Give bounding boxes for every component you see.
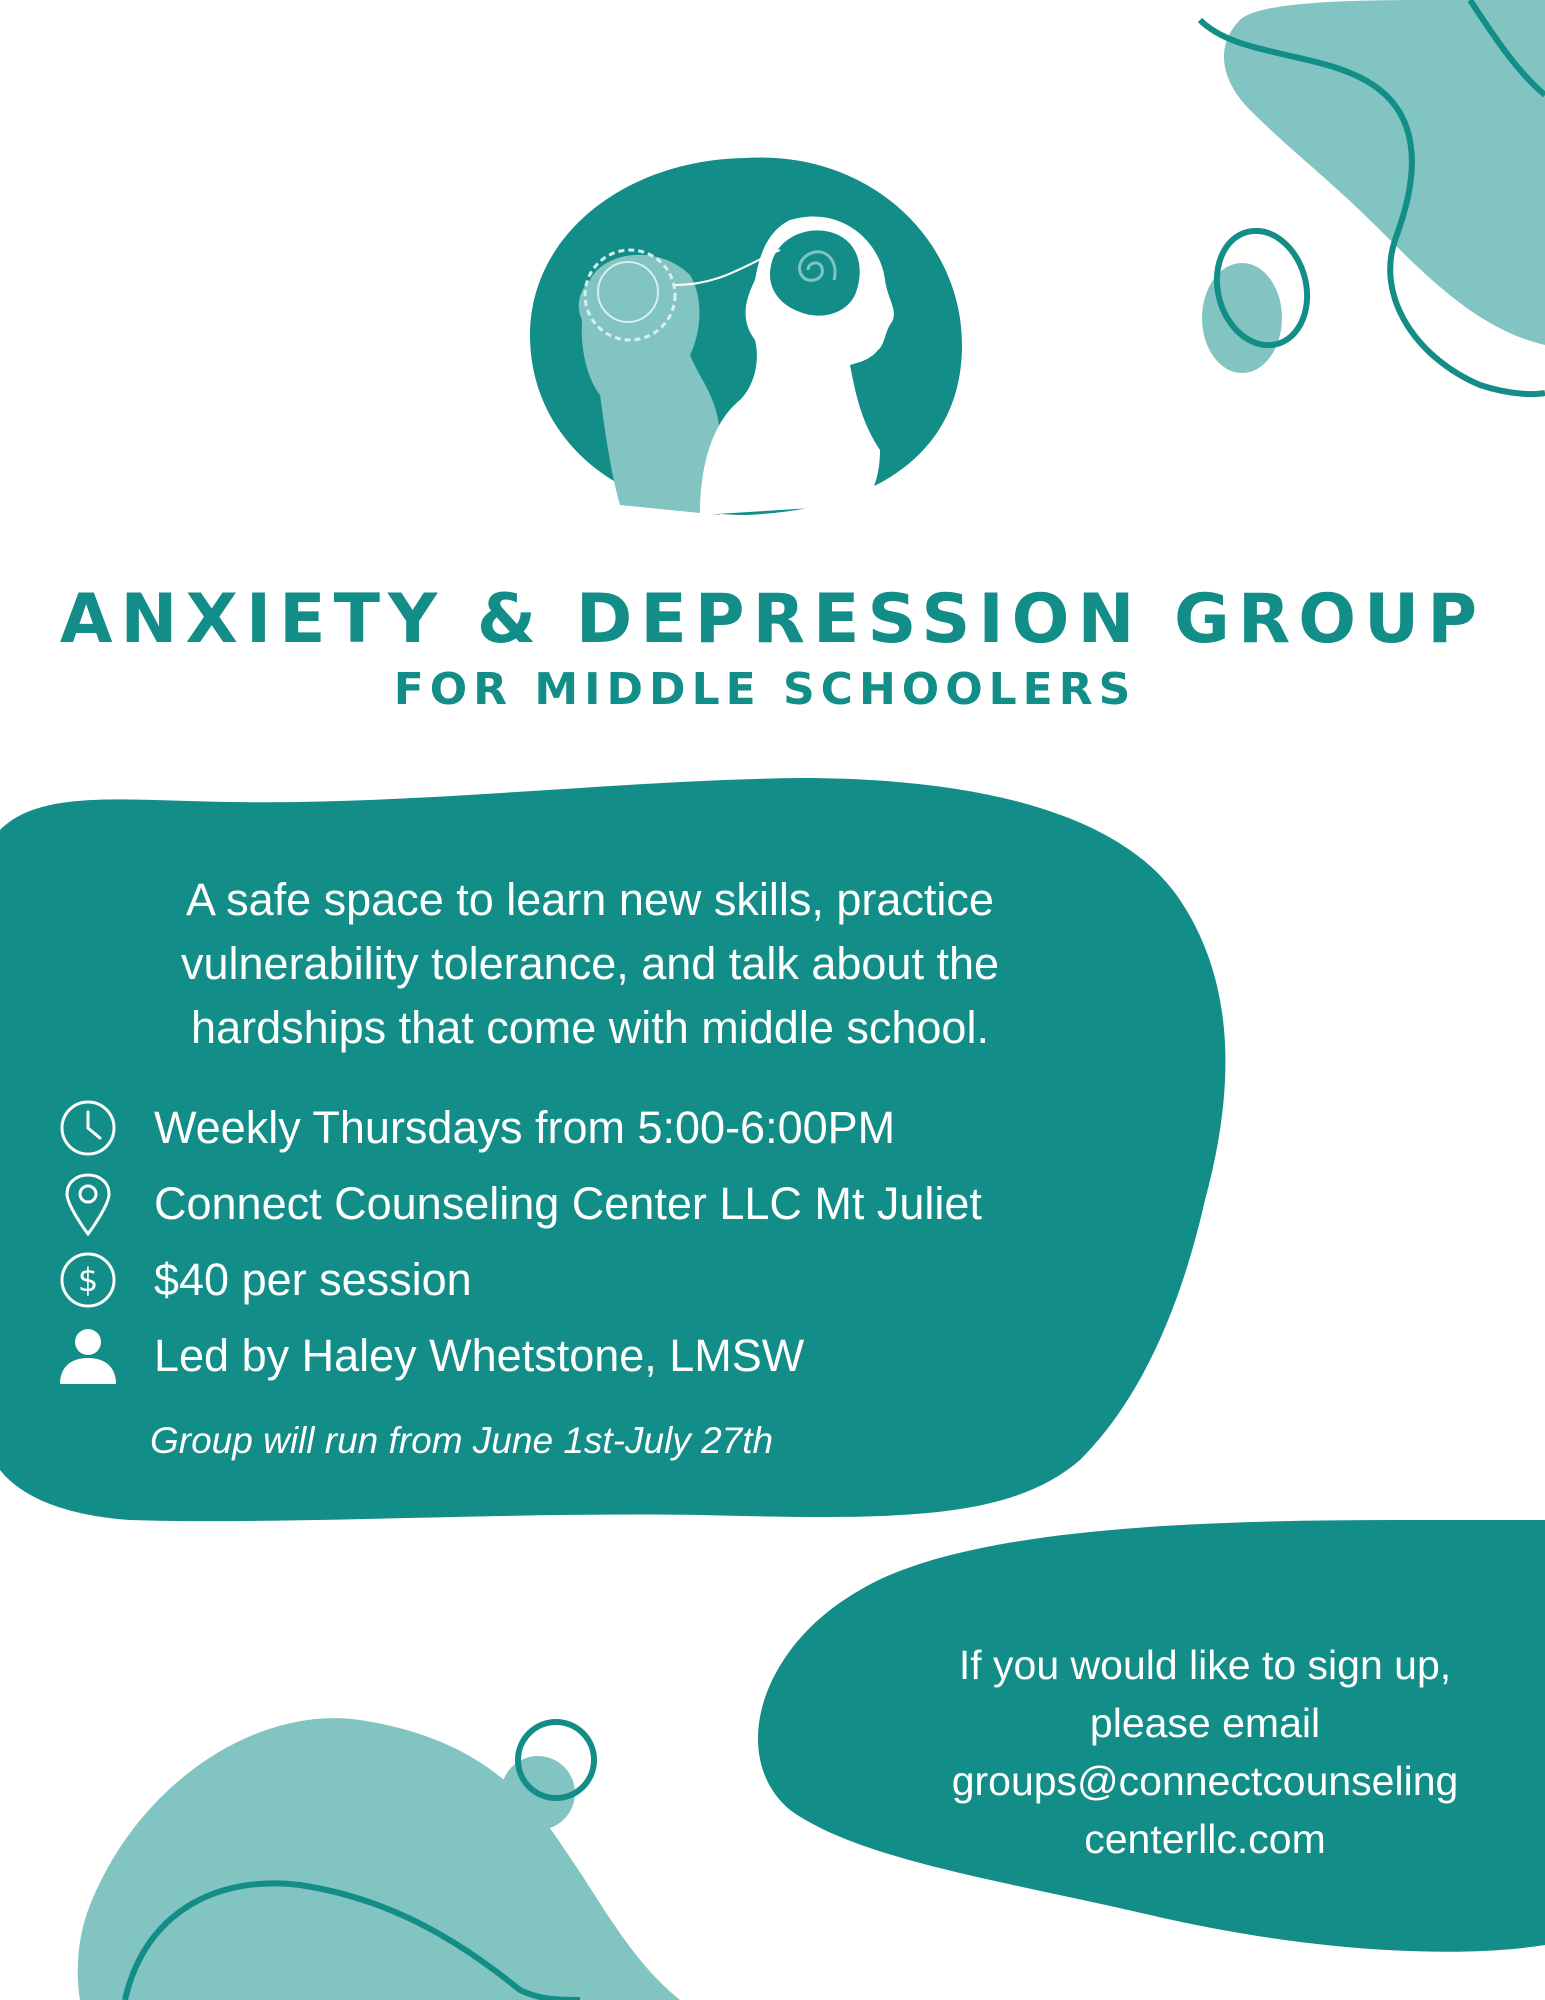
bottom-left-blob (78, 1718, 680, 2000)
signup-email-line: groups@connectcounseling (951, 1758, 1459, 1804)
location-pin-icon (56, 1172, 120, 1236)
flyer-subtitle: FOR MIDDLE SCHOOLERS (393, 664, 1137, 715)
detail-location (56, 1166, 1156, 1242)
detail-schedule (56, 1090, 1156, 1166)
details-list (56, 1090, 1156, 1394)
signup-line: please email (1089, 1700, 1321, 1746)
intro-line: A safe space to learn new skills, practice (186, 874, 994, 925)
clock-icon (56, 1096, 120, 1160)
intro-line: vulnerability tolerance, and talk about the (180, 938, 1000, 989)
price-text: $40 per session (154, 1254, 472, 1305)
signup-line: If you would like to sign up, (958, 1642, 1452, 1688)
location-text: Connect Counseling Center LLC Mt Juliet (154, 1178, 982, 1229)
detail-leader (56, 1318, 1156, 1394)
signup-text (880, 1636, 1530, 1868)
dollar-icon (56, 1248, 120, 1312)
signup-email-line: centerllc.com (1084, 1816, 1326, 1862)
dates-note: Group will run from June 1st-July 27th (150, 1420, 774, 1461)
leader-text: Led by Haley Whetstone, LMSW (154, 1330, 805, 1381)
intro-line: hardships that come with middle school. (191, 1002, 989, 1053)
schedule-text: Weekly Thursdays from 5:00-6:00PM (154, 1102, 896, 1153)
svg-text:$: $ (77, 1261, 99, 1299)
intro-text (60, 868, 1120, 1060)
head-illustration (530, 158, 962, 515)
person-icon (56, 1324, 120, 1388)
flyer-title: ANXIETY & DEPRESSION GROUP (59, 580, 1486, 659)
detail-price (56, 1242, 1156, 1318)
